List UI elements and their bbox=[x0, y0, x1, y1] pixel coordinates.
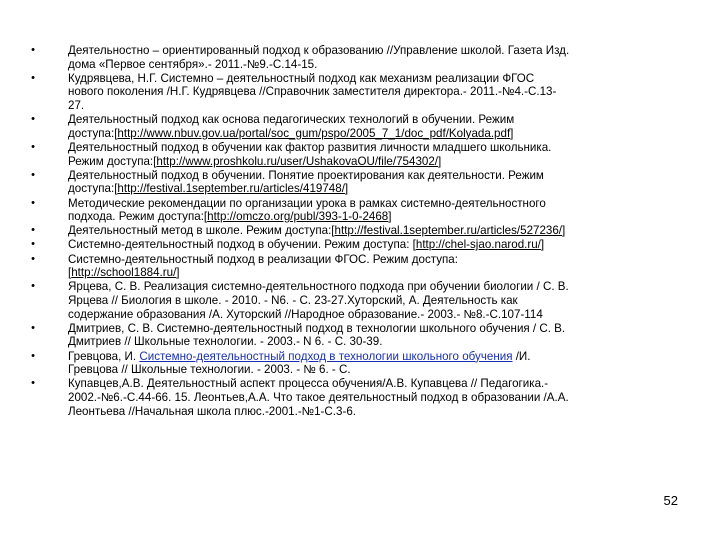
reference-item bbox=[28, 377, 698, 418]
reference-text: содержание образования /А. Хуторский //Народное образование.- 2003.- №8.-С.107-114 bbox=[68, 307, 543, 321]
reference-line bbox=[68, 44, 698, 58]
reference-text: Деятельностный подход в обучении. Понятие проектирования как деятельности. Режим bbox=[68, 168, 544, 182]
reference-text: ] bbox=[344, 182, 349, 196]
reference-text: Деятельностный подход как основа педагогических технологий в обучении. Режим bbox=[68, 113, 515, 127]
reference-list bbox=[28, 44, 698, 419]
reference-line bbox=[68, 141, 698, 155]
reference-text: ] bbox=[388, 210, 392, 224]
reference-item bbox=[28, 197, 698, 224]
bullet-icon: • bbox=[31, 140, 35, 153]
reference-text: Дмитриев, С. В. Системно-деятельностный подход в технологии школьного обучения / С. В. bbox=[68, 321, 566, 335]
reference-line bbox=[68, 58, 698, 72]
reference-text: доступа:[ bbox=[68, 182, 118, 196]
reference-link[interactable]: http://www.nbuv.gov.ua/portal/soc_gum/pspo/2005_7_1/doc_pdf/Kolyada.pdf bbox=[117, 126, 511, 140]
reference-text: Кудрявцева, Н.Г. Системно – деятельностный подход как механизм реализации ФГОС bbox=[68, 71, 535, 85]
bullet-icon: • bbox=[31, 321, 35, 334]
reference-text: Деятельностно – ориентированный подход к образованию //Управление школой. Газета Изд. bbox=[68, 44, 570, 57]
reference-text: нового поколения /Н.Г. Кудрявцева //Справочник заместителя директора.- 2011.-№4.-С.13- bbox=[68, 85, 557, 99]
reference-link[interactable]: Системно-деятельностный подход в технологии школьного обучения bbox=[139, 349, 513, 363]
bullet-icon: • bbox=[31, 113, 35, 126]
reference-line bbox=[68, 127, 698, 141]
reference-text: доступа:[ bbox=[68, 126, 118, 140]
reference-text: Деятельностный метод в школе. Режим доступа:[ bbox=[68, 224, 335, 238]
reference-text: подхода. Режим доступа:[ bbox=[68, 210, 208, 224]
reference-link[interactable]: http://festival.1september.ru/articles/419748/ bbox=[117, 182, 345, 196]
bullet-icon: • bbox=[31, 280, 35, 293]
reference-text: Гревцова // Школьные технологии. - 2003. - № 6. - С. bbox=[68, 363, 351, 377]
reference-line bbox=[68, 155, 698, 169]
reference-line bbox=[68, 210, 698, 224]
bullet-icon: • bbox=[31, 71, 35, 84]
reference-text: ] bbox=[540, 238, 545, 252]
reference-text: Леонтьева //Начальная школа плюс.-2001.-№1-С.3-6. bbox=[68, 404, 356, 418]
reference-line bbox=[68, 335, 698, 349]
reference-text: Дмитриев // Школьные технологии. - 2003.- N 6. - С. 30-39. bbox=[68, 335, 383, 349]
reference-line bbox=[68, 99, 698, 113]
reference-text: ] bbox=[438, 154, 442, 168]
reference-text: ] bbox=[176, 266, 180, 280]
reference-line bbox=[68, 266, 698, 280]
reference-line bbox=[68, 72, 698, 86]
reference-text: 2002.-№6.-С.44-66. 15. Леонтьев,А.А. Что такое деятельностный подход в образовании /А.А. bbox=[68, 390, 569, 404]
reference-link[interactable]: http://chel-sjao.narod.ru/ bbox=[415, 238, 541, 252]
reference-line bbox=[68, 253, 698, 267]
reference-item bbox=[28, 224, 698, 238]
reference-line bbox=[68, 405, 698, 419]
reference-item bbox=[28, 169, 698, 196]
reference-text: ] bbox=[562, 224, 566, 238]
bullet-icon: • bbox=[31, 196, 35, 209]
reference-line bbox=[68, 85, 698, 99]
reference-line bbox=[68, 238, 698, 252]
bullet-icon: • bbox=[31, 238, 35, 251]
reference-text: Методические рекомендации по организации урока в рамках системно-деятельностного bbox=[68, 196, 546, 210]
bullet-icon: • bbox=[31, 168, 35, 181]
reference-link[interactable]: http://omczo.org/publ/393-1-0-2468 bbox=[207, 210, 389, 224]
bullet-icon: • bbox=[31, 224, 35, 237]
reference-text: Гревцова, И. bbox=[68, 349, 140, 363]
reference-item bbox=[28, 238, 698, 252]
reference-item bbox=[28, 141, 698, 168]
reference-item bbox=[28, 113, 698, 140]
reference-item bbox=[28, 350, 698, 377]
reference-text: Режим доступа:[ bbox=[68, 154, 157, 168]
reference-line bbox=[68, 363, 698, 377]
reference-link[interactable]: http://www.proshkolu.ru/user/UshakovaOU/file/754302/ bbox=[156, 154, 439, 168]
reference-item bbox=[28, 322, 698, 349]
bullet-icon: • bbox=[31, 252, 35, 265]
reference-text: 27. bbox=[68, 98, 85, 112]
reference-text: Системно-деятельностный подход в обучении. Режим доступа: [ bbox=[68, 238, 416, 252]
reference-item bbox=[28, 253, 698, 280]
reference-item bbox=[28, 44, 698, 71]
reference-line bbox=[68, 391, 698, 405]
reference-text: Системно-деятельностный подход в реализации ФГОС. Режим доступа: bbox=[68, 252, 458, 266]
bullet-icon: • bbox=[31, 377, 35, 390]
reference-text: ] bbox=[510, 126, 514, 140]
reference-line bbox=[68, 169, 698, 183]
bullet-icon: • bbox=[31, 44, 35, 56]
reference-text: Ярцева // Биология в школе. - 2010. - N6. - С. 23-27.Хуторский, А. Деятельность как bbox=[68, 294, 518, 308]
reference-line bbox=[68, 322, 698, 336]
reference-text: Ярцева, С. В. Реализация системно-деятельностного подхода при обучении биологии / С. В. bbox=[68, 280, 569, 294]
reference-line bbox=[68, 280, 698, 294]
reference-line bbox=[68, 113, 698, 127]
reference-line bbox=[68, 308, 698, 322]
reference-item bbox=[28, 280, 698, 321]
reference-text: Купавцев,А.В. Деятельностный аспект процесса обучения/А.В. Купавцева // Педагогика.- bbox=[68, 377, 549, 391]
page-number: 52 bbox=[663, 493, 678, 508]
reference-line bbox=[68, 182, 698, 196]
reference-line bbox=[68, 294, 698, 308]
reference-link[interactable]: http://school1884.ru/ bbox=[71, 266, 177, 280]
reference-line bbox=[68, 377, 698, 391]
reference-line bbox=[68, 350, 698, 364]
reference-text: Деятельностный подход в обучении как фактор развития личности младшего школьника. bbox=[68, 140, 552, 154]
reference-line bbox=[68, 197, 698, 211]
reference-item bbox=[28, 72, 698, 113]
reference-text: [ bbox=[68, 266, 72, 280]
reference-link[interactable]: http://festival.1september.ru/articles/527236/ bbox=[334, 224, 563, 238]
reference-text: /И. bbox=[512, 349, 531, 363]
reference-line bbox=[68, 224, 698, 238]
bullet-icon: • bbox=[31, 349, 35, 362]
reference-text: дома «Первое сентября».- 2011.-№9.-С.14-15. bbox=[68, 57, 318, 71]
